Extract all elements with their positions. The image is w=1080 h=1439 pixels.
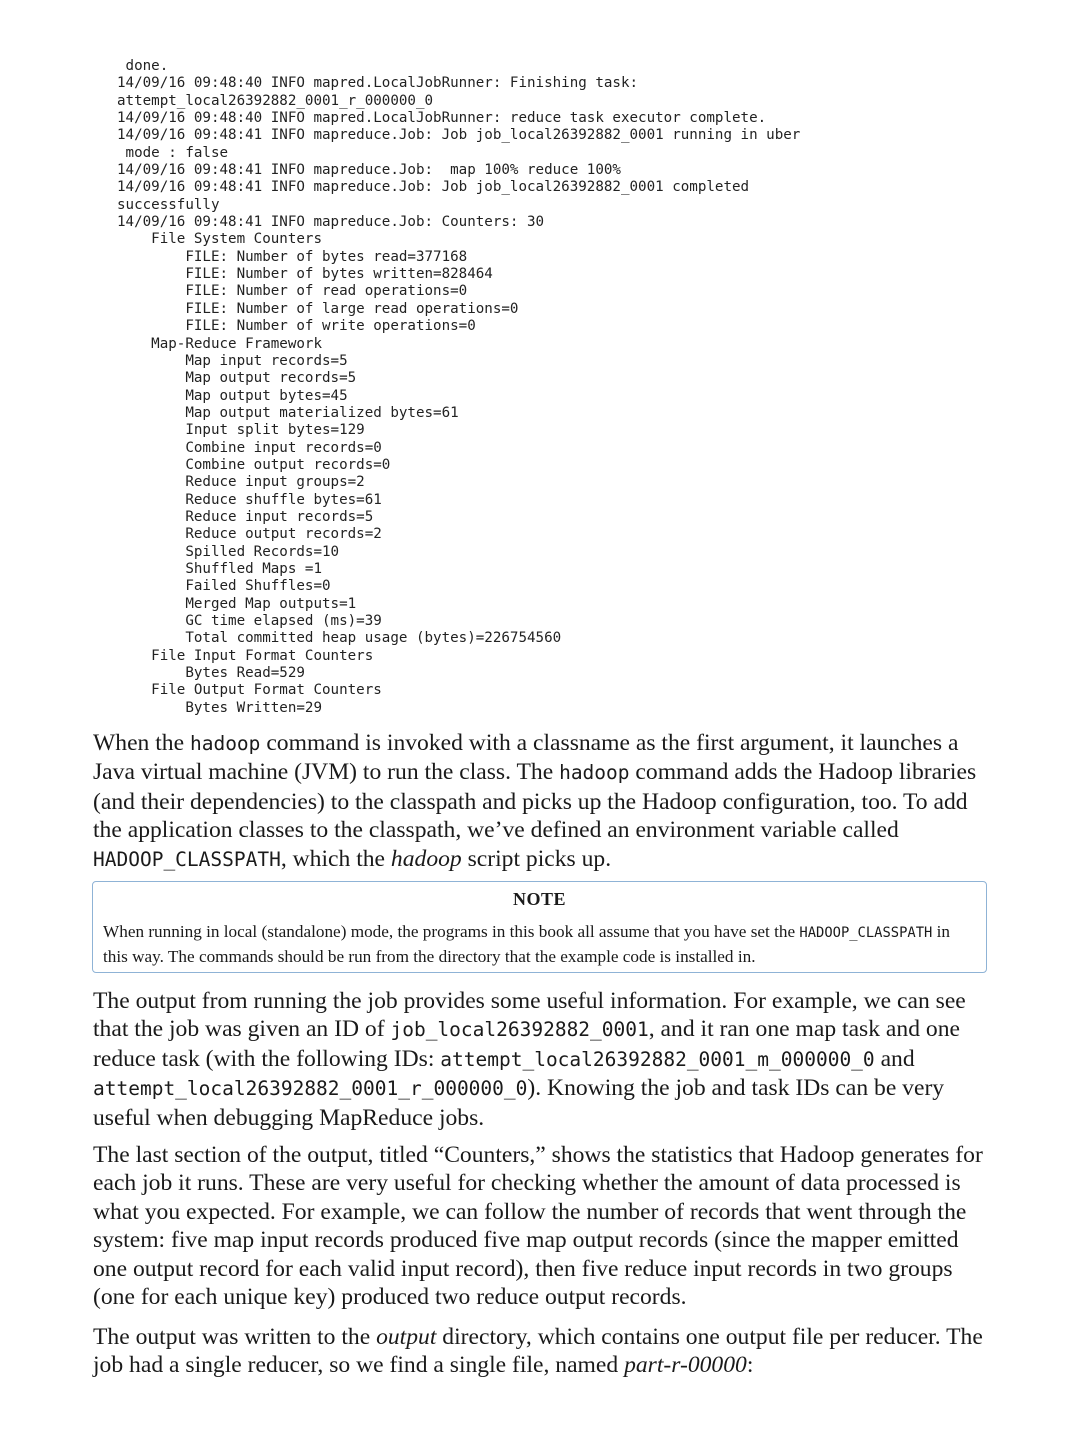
code-line: Merged Map outputs=1 <box>117 595 357 612</box>
code-line: attempt_local26392882_0001_r_000000_0 <box>117 92 434 109</box>
text-run: script picks up. <box>461 845 612 872</box>
code-line: File System Counters <box>117 231 322 248</box>
code-line: Reduce output records=2 <box>117 526 382 543</box>
code-line: FILE: Number of bytes written=828464 <box>117 266 493 283</box>
code-line: Map output materialized bytes=61 <box>117 404 459 421</box>
code-line: Bytes Read=529 <box>117 665 305 682</box>
inline-code: job_local26392882_0001 <box>390 1018 649 1042</box>
text-run: , which the <box>280 845 391 872</box>
note-box <box>92 881 987 973</box>
code-line: FILE: Number of read operations=0 <box>117 283 468 300</box>
inline-code: attempt_local26392882_0001_m_000000_0 <box>440 1047 875 1071</box>
code-line: Failed Shuffles=0 <box>117 578 331 595</box>
text-run: ). Knowing the job and task IDs can be very useful when debugging MapReduce jobs. <box>93 1075 945 1131</box>
text-run: and <box>874 1045 915 1072</box>
code-line: mode : false <box>117 144 229 161</box>
emphasis: part-r-00000 <box>624 1352 747 1379</box>
code-line: FILE: Number of large read operations=0 <box>117 300 519 317</box>
code-line: FILE: Number of write operations=0 <box>117 318 476 335</box>
code-line: 14/09/16 09:48:41 INFO mapreduce.Job: Counters: 30 <box>117 214 545 231</box>
paragraph-output-directory <box>93 1323 993 1380</box>
paragraph-job-output <box>93 987 993 1132</box>
code-line: Reduce input groups=2 <box>117 474 365 491</box>
code-line: Spilled Records=10 <box>117 543 340 560</box>
code-line: successfully <box>117 196 220 213</box>
code-line: Map-Reduce Framework <box>117 335 322 352</box>
text-run: When running in local (standalone) mode, the programs in this book all assume that you have set the <box>103 922 800 941</box>
code-line: 14/09/16 09:48:40 INFO mapred.LocalJobRunner: Finishing task: <box>117 75 639 92</box>
text-run: in this way. The commands should be run from the directory that the example code is installed in. <box>103 922 950 966</box>
code-line: Bytes Written=29 <box>117 699 322 716</box>
inline-code: HADOOP_CLASSPATH <box>93 847 281 871</box>
note-title: NOTE <box>512 889 566 909</box>
code-line: 14/09/16 09:48:41 INFO mapreduce.Job: map 100% reduce 100% <box>117 162 621 179</box>
text-run: command is invoked with a classname as the first argument, it launches a Java virtual machine (JVM) to run the class. The <box>93 730 959 786</box>
job-output-code-block <box>117 58 800 717</box>
code-line: FILE: Number of bytes read=377168 <box>117 248 468 265</box>
code-line: Map output bytes=45 <box>117 387 348 404</box>
code-line: File Output Format Counters <box>117 682 382 699</box>
text-run: directory, which contains one output file per reducer. The job had a single reducer, so we find a single file, named <box>93 1324 983 1379</box>
paragraph-counters: The last section of the output, titled “Counters,” shows the statistics that Hadoop generates for each job it runs. These are very useful for checking whether the amount of data processed is what you expected. For example, we can follow the number of records that went through the system: five map input records produced five map output records (since the mapper emitted one output record for each valid input record), then five reduce input records in two groups (one for each unique key) produced two reduce output records. <box>93 1142 983 1311</box>
code-line: Reduce shuffle bytes=61 <box>117 491 382 508</box>
paragraph-hadoop-command <box>93 729 993 874</box>
code-line: Shuffled Maps =1 <box>117 560 322 577</box>
code-line: Reduce input records=5 <box>117 508 374 525</box>
emphasis: output <box>376 1324 437 1350</box>
code-line: Map output records=5 <box>117 370 357 387</box>
note-body <box>103 920 978 968</box>
text-run: , and it ran one map task and one reduce task (with the following IDs: <box>93 1016 960 1072</box>
text-run: The output from running the job provides some useful information. For example, we can see that the job was given an ID of <box>93 988 966 1043</box>
text-run: : <box>746 1352 754 1379</box>
code-line: 14/09/16 09:48:40 INFO mapred.LocalJobRunner: reduce task executor complete. <box>117 110 767 127</box>
code-line: File Input Format Counters <box>117 647 374 664</box>
emphasis: hadoop <box>390 845 462 872</box>
code-line: 14/09/16 09:48:41 INFO mapreduce.Job: Job job_local26392882_0001 running in uber <box>117 127 801 144</box>
code-line: Combine output records=0 <box>117 456 391 473</box>
code-line: Combine input records=0 <box>117 439 382 456</box>
inline-code: attempt_local26392882_0001_r_000000_0 <box>93 1077 528 1101</box>
inline-code: hadoop <box>189 732 261 755</box>
inline-code: hadoop <box>559 761 630 785</box>
code-line: done. <box>117 58 169 74</box>
text-run: The output was written to the <box>93 1324 377 1350</box>
inline-code: HADOOP_CLASSPATH <box>799 925 933 941</box>
code-line: 14/09/16 09:48:41 INFO mapreduce.Job: Job job_local26392882_0001 completed <box>117 179 750 196</box>
code-line: Input split bytes=129 <box>117 422 365 439</box>
text-run: When the <box>93 730 190 756</box>
code-line: GC time elapsed (ms)=39 <box>117 613 382 629</box>
text-run: command adds the Hadoop libraries (and their dependencies) to the classpath and picks up the Hadoop configuration, too. To add the application classes to the classpath, we’ve defined an environment variable called <box>93 759 977 844</box>
code-line: Map input records=5 <box>117 352 348 369</box>
code-line: Total committed heap usage (bytes)=226754560 <box>117 630 562 647</box>
